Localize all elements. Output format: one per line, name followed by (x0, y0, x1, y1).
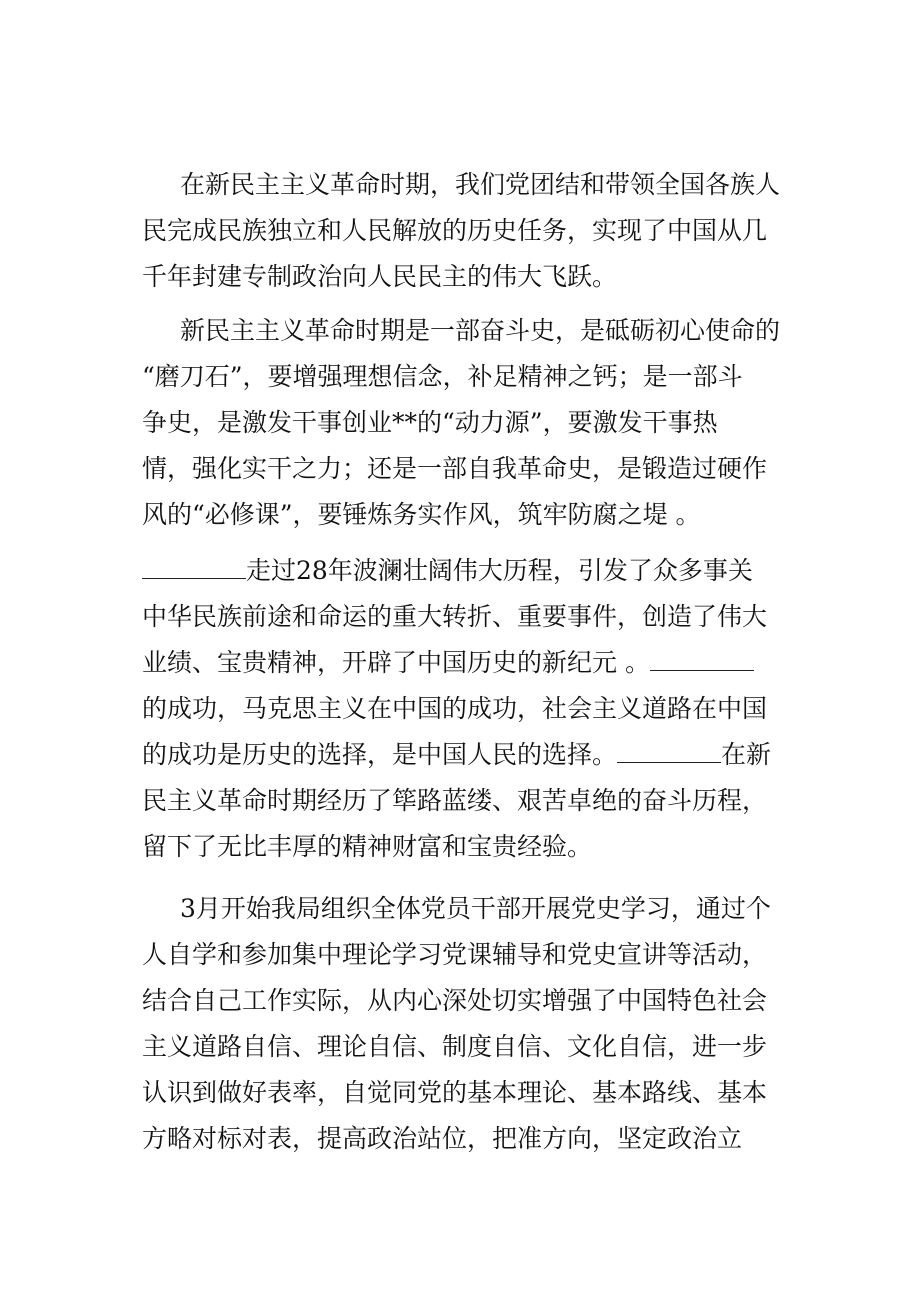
fill-in-blank (142, 556, 246, 579)
text-line (142, 732, 771, 778)
paragraph-1 (142, 162, 780, 300)
text-segment: 走过28年波澜壮阔伟大历程，引发了众多事关 (246, 556, 753, 585)
text-line: 结合自己工作实际，从内心深处切实增强了中国特色社会 (142, 986, 768, 1015)
text-line: 风的“必修课”，要锤炼务实作风，筑牢防腐之堤 。 (142, 500, 701, 529)
text-line (142, 548, 771, 594)
fill-in-blank (650, 648, 754, 671)
text-line: 方略对标对表，提高政治站位，把准方向，坚定政治立 (142, 1124, 743, 1153)
text-line: 中华民族前途和命运的重大转折、重要事件，创造了伟大 (142, 602, 768, 631)
text-line: 新民主主义革命时期是一部奋斗史，是砥砺初心使命的 (180, 316, 781, 345)
text-line: 认识到做好表率，自觉同党的基本理论、基本路线、基本 (142, 1078, 768, 1107)
text-line: 争史，是激发干事创业**的“动力源”，要激发干事热 (142, 408, 718, 437)
text-line (142, 640, 771, 686)
paragraph-2 (142, 308, 780, 538)
text-line: 留下了无比丰厚的精神财富和宝贵经验。 (142, 832, 593, 861)
text-line: 情，强化实干之力；还是一部自我革命史，是锻造过硬作 (142, 454, 768, 483)
text-line: 千年封建专制政治向人民民主的伟大飞跃。 (142, 262, 618, 291)
text-segment: 业绩、宝贵精神，开辟了中国历史的新纪元 。 (142, 648, 650, 677)
text-line: 在新民主主义革命时期，我们党团结和带领全国各族人 (180, 170, 781, 199)
text-line: 的成功，马克思主义在中国的成功，社会主义道路在中国 (142, 694, 768, 723)
text-line: 民主义革命时期经历了筚路蓝缕、艰苦卓绝的奋斗历程， (142, 786, 768, 815)
text-line: 3月开始我局组织全体党员干部开展党史学习，通过个 (180, 894, 771, 923)
text-line: 主义道路自信、理论自信、制度自信、文化自信，进一步 (142, 1032, 768, 1061)
text-line: “磨刀石”，要增强理想信念，补足精神之钙；是一部斗 (142, 362, 743, 391)
paragraph-3 (142, 548, 771, 870)
text-segment: 在新 (721, 740, 772, 769)
text-line: 民完成民族独立和人民解放的历史任务，实现了中国从几 (142, 216, 768, 245)
text-line: 人自学和参加集中理论学习党课辅导和党史宣讲等活动， (142, 940, 768, 969)
text-segment: 的成功是历史的选择，是中国人民的选择。 (142, 740, 618, 769)
fill-in-blank (617, 740, 721, 763)
paragraph-4 (142, 886, 771, 1162)
